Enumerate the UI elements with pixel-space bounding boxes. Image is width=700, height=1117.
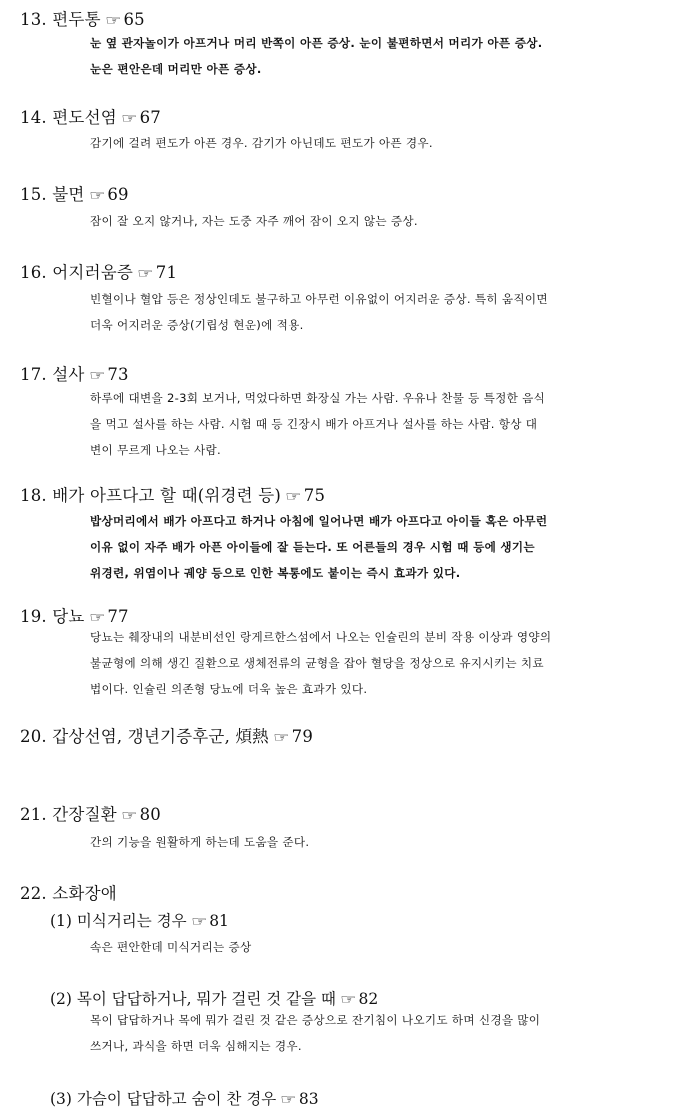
description-line: 법이다. 인슐린 의존형 당뇨에 더욱 높은 효과가 있다. — [90, 682, 368, 696]
entry-13-title — [20, 9, 145, 32]
page-ref: 77 — [107, 607, 129, 626]
subentry-3-title — [50, 1088, 319, 1111]
entry-title-text: 16. 어지러움증 — [20, 263, 133, 282]
description-line: 쓰거나, 과식을 하면 더욱 심해지는 경우. — [90, 1039, 302, 1053]
description-line: 빈혈이나 혈압 등은 정상인데도 불구하고 아무런 이유없이 어지러운 증상. 특히 움직이면 — [90, 292, 548, 306]
page-ref: 75 — [303, 486, 326, 505]
entry-title-text: 15. 불면 — [20, 185, 85, 204]
page-ref: 79 — [291, 727, 314, 746]
description-line: 간의 기능을 원활하게 하는데 도움을 준다. — [90, 835, 310, 849]
entry-17-description — [90, 385, 650, 463]
page-ref: 73 — [107, 365, 129, 384]
description-line: 밥상머리에서 배가 아프다고 하거나 아침에 일어나면 배가 아프다고 아이들 혹은 아무런 — [90, 514, 548, 528]
description-line: 더욱 어지러운 증상(기립성 현운)에 적용. — [90, 318, 304, 332]
entry-14-description — [90, 130, 650, 156]
description-line: 감기에 걸려 편도가 아픈 경우. 감기가 아닌데도 편도가 아픈 경우. — [90, 136, 433, 150]
entry-title-text: 14. 편도선염 — [20, 108, 117, 127]
pointing-hand-icon: ☞ — [88, 368, 106, 384]
description-line: 하루에 대변을 2-3회 보거나, 먹었다하면 화장실 가는 사람. 우유나 찬물 등 특정한 음식 — [90, 391, 546, 405]
pointing-hand-icon: ☞ — [88, 610, 106, 626]
pointing-hand-icon: ☞ — [190, 914, 208, 930]
page-ref: 67 — [139, 108, 162, 127]
description-line: 당뇨는 췌장내의 내분비선인 랑게르한스섬에서 나오는 인슐린의 분비 작용 이상과 영양의 — [90, 630, 552, 644]
pointing-hand-icon: ☞ — [120, 111, 138, 127]
page-ref: 80 — [139, 805, 162, 824]
subentry-title-text: (2) 목이 답답하거나, 뭐가 걸린 것 같을 때 — [50, 990, 336, 1008]
description-line: 변이 무르게 나오는 사람. — [90, 443, 221, 457]
entry-17-title — [20, 364, 129, 387]
entry-16-description — [90, 286, 650, 338]
page-ref: 65 — [123, 10, 145, 29]
entry-title-text: 18. 배가 아프다고 할 때(위경련 등) — [20, 486, 282, 505]
description-line: 잠이 잘 오지 않거나, 자는 도중 자주 깨어 잠이 오지 않는 증상. — [90, 214, 418, 228]
entry-15-description — [90, 208, 650, 234]
subentry-1-title — [50, 910, 229, 933]
pointing-hand-icon: ☞ — [120, 808, 138, 824]
entry-title-text: 13. 편두통 — [20, 10, 101, 29]
entry-21-description — [90, 829, 650, 855]
description-line: 이유 없이 자주 배가 아픈 아이들에 잘 듣는다. 또 어른들의 경우 시험 때 등에 생기는 — [90, 540, 535, 554]
subentry-title-text: (3) 가슴이 답답하고 숨이 찬 경우 — [50, 1090, 277, 1108]
entry-21-title — [20, 804, 161, 827]
page-ref: 82 — [358, 990, 379, 1008]
page-ref: 71 — [155, 263, 178, 282]
entry-22-title — [20, 883, 117, 905]
entry-title-text: 19. 당뇨 — [20, 607, 85, 626]
entry-title-text: 20. 갑상선염, 갱년기증후군, 煩熱 — [20, 727, 269, 746]
entry-20-title — [20, 726, 313, 749]
entry-title-text: 17. 설사 — [20, 365, 85, 384]
description-line: 목이 답답하거나 목에 뭐가 걸린 것 같은 증상으로 잔기침이 나오기도 하며 신경을 많이 — [90, 1013, 541, 1027]
pointing-hand-icon: ☞ — [285, 489, 302, 505]
page-ref: 81 — [209, 912, 229, 930]
entry-16-title — [20, 262, 177, 285]
subentry-1-description — [90, 934, 650, 960]
pointing-hand-icon: ☞ — [340, 992, 357, 1008]
entry-19-description — [90, 624, 650, 702]
entry-18-title — [20, 485, 325, 508]
page-ref: 69 — [107, 185, 129, 204]
subentry-title-text: (1) 미식거리는 경우 — [50, 912, 187, 930]
description-line: 눈은 편안은데 머리만 아픈 증상. — [90, 62, 262, 76]
description-line: 을 먹고 설사를 하는 사람. 시험 때 등 긴장시 배가 아프거나 설사를 하는 사람. 항상 대 — [90, 417, 538, 431]
description-line: 불균형에 의해 생긴 질환으로 생체전류의 균형을 잡아 혈당을 정상으로 유지시키는 치료 — [90, 656, 544, 670]
entry-title-text: 21. 간장질환 — [20, 805, 117, 824]
pointing-hand-icon: ☞ — [280, 1092, 297, 1108]
pointing-hand-icon: ☞ — [137, 266, 154, 282]
pointing-hand-icon: ☞ — [104, 13, 122, 29]
description-line: 위경련, 위염이나 궤양 등으로 인한 복통에도 붙이는 즉시 효과가 있다. — [90, 566, 461, 580]
pointing-hand-icon: ☞ — [272, 730, 290, 746]
entry-18-description — [90, 508, 650, 586]
subentry-2-description — [90, 1007, 650, 1059]
description-line: 속은 편안한데 미식거리는 증상 — [90, 940, 252, 954]
description-line: 눈 옆 관자놀이가 아프거나 머리 반쪽이 아픈 증상. 눈이 불편하면서 머리가 아픈 증상. — [90, 36, 543, 50]
entry-15-title — [20, 184, 129, 207]
entry-title-text: 22. 소화장애 — [20, 884, 117, 903]
entry-14-title — [20, 107, 161, 130]
entry-13-description — [90, 30, 650, 82]
page-ref: 83 — [298, 1090, 319, 1108]
pointing-hand-icon: ☞ — [88, 188, 106, 204]
